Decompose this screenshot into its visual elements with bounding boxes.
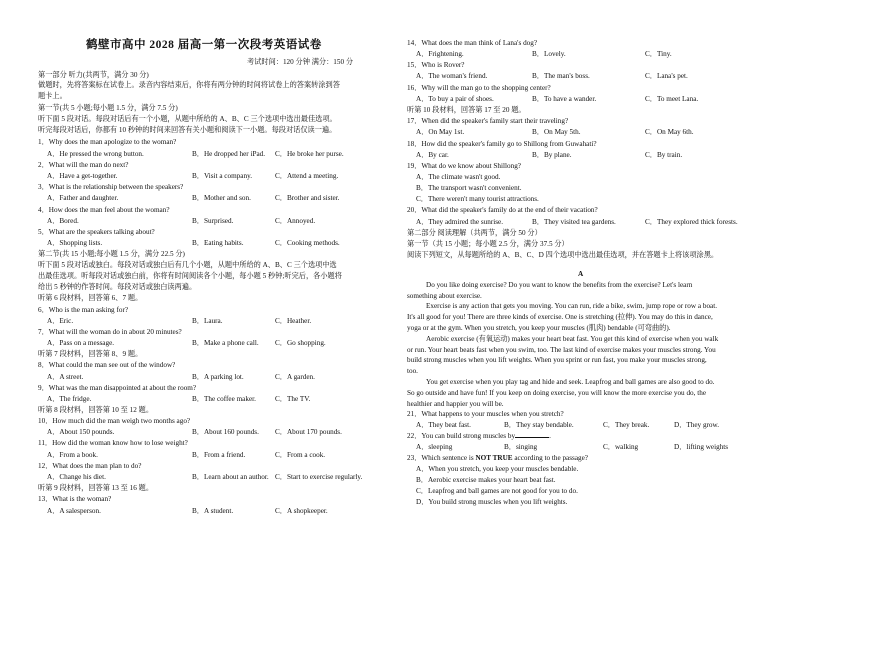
- q3-option-b[interactable]: B．Mother and son.: [192, 194, 251, 202]
- q2-option-c[interactable]: C．Attend a meeting.: [275, 172, 339, 180]
- passage-p3-line3: build strong muscles when you lift weights. When you sprint or run fast, you make your muscles strong,: [407, 356, 707, 364]
- q15-option-b[interactable]: B．The man's boss.: [532, 72, 590, 80]
- q8-option-c[interactable]: C．A garden.: [275, 373, 315, 381]
- q2-option-b[interactable]: B．Visit a company.: [192, 172, 252, 180]
- q9-option-b[interactable]: B．The coffee maker.: [192, 395, 256, 403]
- q3-option-a[interactable]: A．Father and daughter.: [47, 194, 119, 202]
- q7-option-b[interactable]: B．Make a phone call.: [192, 339, 259, 347]
- q14-option-a[interactable]: A．Frightening.: [416, 50, 464, 58]
- q22-option-b[interactable]: B．singing: [504, 443, 538, 451]
- section2-text-line1: 听下面 5 段对话或独白。每段对话或独白后有几个小题，从题中所给的 A、B、C 三个选项中选: [38, 261, 337, 269]
- question-18: 18．How did the speaker's family go to Shillong from Guwahati?: [407, 140, 597, 148]
- question-23-emphasis: NOT TRUE: [475, 454, 513, 462]
- q7-option-c[interactable]: C．Go shopping.: [275, 339, 326, 347]
- q17-option-b[interactable]: B．On May 5th.: [532, 128, 581, 136]
- question-4: 4．How does the man feel about the woman?: [38, 206, 170, 214]
- question-20: 20．What did the speaker's family do at the end of their vacation?: [407, 206, 598, 214]
- part1-heading: 第一部分 听力(共两节，满分 30 分): [38, 71, 149, 79]
- q11-option-c[interactable]: C．From a cook.: [275, 451, 326, 459]
- q11-option-b[interactable]: B．From a friend.: [192, 451, 246, 459]
- q16-option-a[interactable]: A．To buy a pair of shoes.: [416, 95, 494, 103]
- q1-option-a[interactable]: A．He pressed the wrong button.: [47, 150, 144, 158]
- q23-option-c[interactable]: C．Leapfrog and ball games are not good for you to do.: [416, 487, 578, 495]
- listening-note-8: 听第 7 段材料，回答第 8、9 题。: [38, 350, 143, 358]
- listening-note-17: 听第 10 段材料，回答第 17 至 20 题。: [407, 106, 526, 114]
- section2-text-line3: 给出 5 秒钟的作答时间。每段对话或独白读两遍。: [38, 283, 197, 291]
- question-23: [407, 454, 588, 463]
- question-10: 10．How much did the man weigh two months ago?: [38, 417, 191, 425]
- q15-option-a[interactable]: A．The woman's friend.: [416, 72, 488, 80]
- q22-option-c[interactable]: C．walking: [603, 443, 639, 451]
- q10-option-a[interactable]: A．About 150 pounds.: [47, 428, 115, 436]
- passage-p2-line2: It's all good for you! There are three kinds of exercise. One is stretching (拉伸). You may do this in dance,: [407, 313, 713, 321]
- passage-p1-line1: Do you like doing exercise? Do you want to know the benefits from the exercise? Let's learn: [426, 281, 693, 289]
- section2-heading: 第二节(共 15 小题;每小题 1.5 分，满分 22.5 分): [38, 250, 185, 258]
- listening-note-13: 听第 9 段材料，回答第 13 至 16 题。: [38, 484, 154, 492]
- q18-option-b[interactable]: B．By plane.: [532, 151, 572, 159]
- q19-option-b[interactable]: B．The transport wasn't convenient.: [416, 184, 522, 192]
- question-9: 9．What was the man disappointed at about the room?: [38, 384, 197, 392]
- question-17: 17．When did the speaker's family start their traveling?: [407, 117, 569, 125]
- section1-text-line2: 听完每段对话后，你都有 10 秒钟的时间来回答有关小题和阅读下一小题。每段对话仅读一遍。: [38, 126, 337, 134]
- passage-p3-line4: too.: [407, 367, 418, 375]
- question-15: 15．Who is Rover?: [407, 61, 465, 69]
- q14-option-c[interactable]: C．Tiny.: [645, 50, 672, 58]
- q23-option-a[interactable]: A．When you stretch, you keep your muscles bendable.: [416, 465, 579, 473]
- passage-p2-line1: Exercise is any action that gets you moving. You can run, ride a bike, swim, jump rope or row a boat.: [426, 302, 718, 310]
- q4-option-c[interactable]: C．Annoyed.: [275, 217, 316, 225]
- q23-option-b[interactable]: B．Aerobic exercise makes your heart beat fast.: [416, 476, 556, 484]
- passage-p3-line1: Aerobic exercise (有氧运动) makes your heart beat fast. You get this kind of exercise when you walk: [426, 335, 719, 343]
- q6-option-a[interactable]: A．Eric.: [47, 317, 74, 325]
- exam-info: 考试时间：120 分钟 满分：150 分: [247, 58, 354, 66]
- q21-option-a[interactable]: A．They beat fast.: [416, 421, 471, 429]
- q9-option-a[interactable]: A．The fridge.: [47, 395, 92, 403]
- question-14: 14．What does the man think of Lana's dog?: [407, 39, 538, 47]
- passage-label: A: [578, 270, 584, 278]
- q7-option-a[interactable]: A．Pass on a message.: [47, 339, 115, 347]
- part2-section1-heading: 第一节（共 15 小题；每小题 2.5 分，满分 37.5 分）: [407, 240, 569, 248]
- q19-option-c[interactable]: C．There weren't many tourist attractions.: [416, 195, 539, 203]
- q14-option-b[interactable]: B．Lovely.: [532, 50, 566, 58]
- section1-text-line1: 听下面 5 段对话。每段对话后有一个小题，从题中所给的 A、B、C 三个选项中选出最佳选项。: [38, 115, 337, 123]
- question-23-post: according to the passage?: [512, 454, 588, 462]
- q8-option-b[interactable]: B．A parking lot.: [192, 373, 244, 381]
- section2-text-line2: 出最佳选项。听每段对话或独白前，你将有时间阅读各个小题，每小题 5 秒钟;听完后，各小题将: [38, 272, 342, 280]
- q6-option-c[interactable]: C．Heather.: [275, 317, 312, 325]
- q5-option-c[interactable]: C．Cooking methods.: [275, 239, 340, 247]
- q5-option-a[interactable]: A．Shopping lists.: [47, 239, 103, 247]
- q20-option-b[interactable]: B．They visited tea gardens.: [532, 218, 616, 226]
- q15-option-c[interactable]: C．Lana's pet.: [645, 72, 688, 80]
- q20-option-a[interactable]: A．They admired the sunrise.: [416, 218, 504, 226]
- q22-option-a[interactable]: A．sleeping: [416, 443, 453, 451]
- q23-option-d[interactable]: D．You build strong muscles when you lift weights.: [416, 498, 568, 506]
- q1-option-c[interactable]: C．He broke her purse.: [275, 150, 344, 158]
- q11-option-a[interactable]: A．From a book.: [47, 451, 98, 459]
- passage-p4-line1: You get exercise when you play tag and hide and seek. Leapfrog and ball games are also good to do.: [426, 378, 715, 386]
- passage-p3-line2: or run. Your heart beats fast when you swim, too. The last kind of exercise makes your muscles strong. You: [407, 346, 716, 354]
- question-21: 21．What happens to your muscles when you stretch?: [407, 410, 564, 418]
- q21-option-d[interactable]: D．They grow.: [674, 421, 720, 429]
- question-6: 6．Who is the man asking for?: [38, 306, 129, 314]
- answer-blank[interactable]: [515, 437, 549, 438]
- q12-option-a[interactable]: A．Change his diet.: [47, 473, 106, 481]
- passage-p1-line2: something about exercise.: [407, 292, 482, 300]
- q21-option-c[interactable]: C．They break.: [603, 421, 650, 429]
- question-8: 8．What could the man see out of the window?: [38, 361, 176, 369]
- q12-option-c[interactable]: C．Start to exercise regularly.: [275, 473, 363, 481]
- question-13: 13．What is the woman?: [38, 495, 112, 503]
- q20-option-c[interactable]: C．They explored thick forests.: [645, 218, 738, 226]
- question-5: 5．What are the speakers talking about?: [38, 228, 155, 236]
- q10-option-b[interactable]: B．About 160 pounds.: [192, 428, 259, 436]
- question-23-pre: 23．Which sentence is: [407, 454, 476, 462]
- q17-option-c[interactable]: C．On May 6th.: [645, 128, 694, 136]
- passage-p4-line2: So go outside and have fun! If you keep on doing exercise, you will know the more exercise you do, the: [407, 389, 707, 397]
- question-7: 7．What will the woman do in about 20 minutes?: [38, 328, 182, 336]
- question-11: 11．How did the woman know how to lose weight?: [38, 439, 188, 447]
- q21-option-b[interactable]: B．They stay bendable.: [504, 421, 574, 429]
- exam-title: 鹤壁市高中 2028 届高一第一次段考英语试卷: [86, 39, 322, 51]
- question-22-text: 22．You can build strong muscles by: [407, 432, 516, 440]
- q9-option-c[interactable]: C．The TV.: [275, 395, 311, 403]
- section1-heading: 第一节(共 5 小题;每小题 1.5 分，满分 7.5 分): [38, 104, 178, 112]
- part1-intro-line1: 做题时，先将答案标在试卷上。录音内容结束后，你将有两分钟的时间将试卷上的答案转涂到答: [38, 81, 340, 89]
- question-22: [407, 432, 551, 441]
- question-22-end: .: [549, 432, 551, 440]
- q17-option-a[interactable]: A．On May 1st.: [416, 128, 465, 136]
- passage-p4-line3: healthier and happier you will be.: [407, 400, 504, 408]
- listening-note-10: 听第 8 段材料，回答第 10 至 12 题。: [38, 406, 154, 414]
- q4-option-a[interactable]: A．Bored.: [47, 217, 79, 225]
- question-19: 19．What do we know about Shillong?: [407, 162, 521, 170]
- q16-option-c[interactable]: C．To meet Lana.: [645, 95, 699, 103]
- q13-option-c[interactable]: C．A shopkeeper.: [275, 507, 328, 515]
- passage-p2-line3: yoga or at the gym. When you stretch, you keep your muscles (肌肉) bendable (可弯曲的).: [407, 324, 671, 332]
- q18-option-a[interactable]: A．By car.: [416, 151, 449, 159]
- part2-heading: 第二部分 阅读理解（共两节，满分 50 分）: [407, 229, 542, 237]
- question-3: 3．What is the relationship between the speakers?: [38, 183, 184, 191]
- question-12: 12．What does the man plan to do?: [38, 462, 142, 470]
- q12-option-b[interactable]: B．Learn about an author.: [192, 473, 269, 481]
- question-1: 1．Why does the man apologize to the woman?: [38, 138, 177, 146]
- q10-option-c[interactable]: C．About 170 pounds.: [275, 428, 342, 436]
- listening-note-6: 听第 6 段材料，回答第 6、7 题。: [38, 294, 143, 302]
- q3-option-c[interactable]: C．Brother and sister.: [275, 194, 340, 202]
- q13-option-a[interactable]: A．A salesperson.: [47, 507, 101, 515]
- q8-option-a[interactable]: A．A street.: [47, 373, 84, 381]
- question-2: 2．What will the man do next?: [38, 161, 129, 169]
- part1-intro-line2: 题卡上。: [38, 92, 67, 100]
- q22-option-d[interactable]: D．lifting weights: [674, 443, 729, 451]
- q2-option-a[interactable]: A．Have a get-together.: [47, 172, 118, 180]
- q1-option-b[interactable]: B．He dropped her iPad.: [192, 150, 266, 158]
- q19-option-a[interactable]: A．The climate wasn't good.: [416, 173, 501, 181]
- q5-option-b[interactable]: B．Eating habits.: [192, 239, 244, 247]
- q18-option-c[interactable]: C．By train.: [645, 151, 683, 159]
- q6-option-b[interactable]: B．Laura.: [192, 317, 223, 325]
- q13-option-b[interactable]: B．A student.: [192, 507, 234, 515]
- q16-option-b[interactable]: B．To have a wander.: [532, 95, 597, 103]
- question-16: 16．Why will the man go to the shopping center?: [407, 84, 551, 92]
- part2-instruction: 阅读下列短文，从每题所给的 A、B、C、D 四个选项中选出最佳选项，并在答题卡上将该项涂黑。: [407, 251, 719, 259]
- q4-option-b[interactable]: B．Surprised.: [192, 217, 234, 225]
